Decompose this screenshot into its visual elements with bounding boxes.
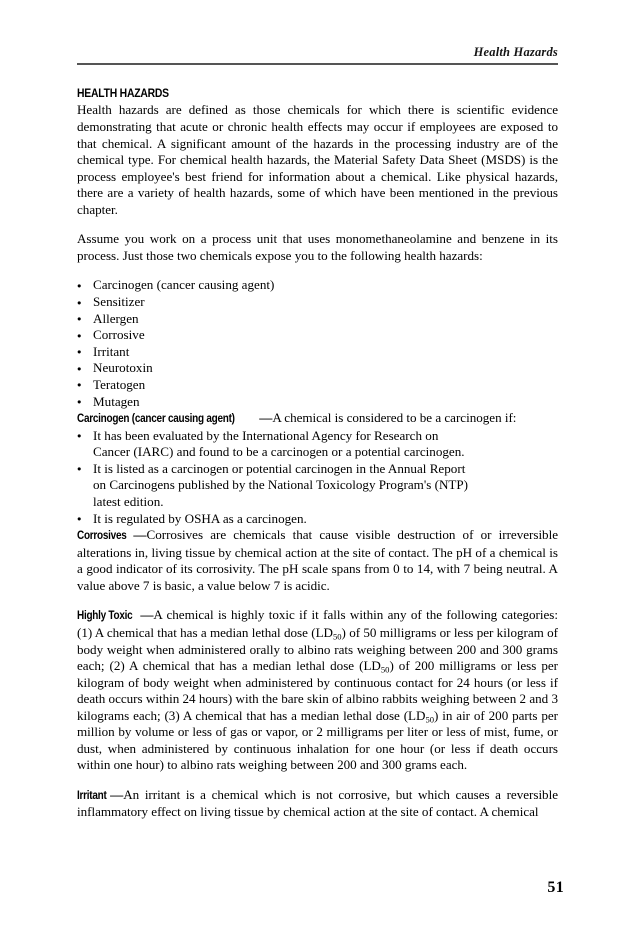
ld50-subscript-2: 50 bbox=[380, 664, 390, 675]
definition-text-highly-toxic-4: ) in air of 200 parts per million by volume or less of gas or vapor, or 2 milligrams per liter or less of mist, fume, or dust, when administered by continuous inhalation for one hour (or less if death occurs within one hour) to albino rats weighing between 200 and 300 grams each. bbox=[77, 707, 558, 773]
em-dash: — bbox=[110, 786, 124, 802]
definition-term-irritant: Irritant bbox=[77, 788, 107, 802]
list-item: ● Irritant bbox=[77, 344, 558, 361]
list-item: ● It is regulated by OSHA as a carcinogen. bbox=[77, 511, 477, 528]
em-dash: — bbox=[133, 527, 147, 543]
definition-highly-toxic bbox=[77, 607, 558, 773]
definition-text-carcinogen: A chemical is considered to be a carcinogen if: bbox=[272, 410, 517, 426]
list-item: ● Teratogen bbox=[77, 377, 558, 394]
list-item: ● Allergen bbox=[77, 311, 558, 328]
definition-irritant bbox=[77, 787, 558, 821]
definition-carcinogen bbox=[77, 410, 558, 428]
definition-text-highly-toxic-2: ) of 50 milligrams or less per kilogram of body weight when administered orally to albino rats weighing between 200 and 300 grams each; (2) A chemical that has a median lethal dose (LD bbox=[77, 625, 558, 674]
list-item: ● Corrosive bbox=[77, 327, 558, 344]
list-item: ● Carcinogen (cancer causing agent) bbox=[77, 277, 558, 294]
definition-term-corrosives: Corrosives bbox=[77, 529, 127, 543]
definition-term-highly-toxic: Highly Toxic bbox=[77, 609, 133, 623]
running-head: Health Hazards bbox=[473, 45, 558, 59]
list-item: ● It has been evaluated by the International Agency for Research on Cancer (IARC) and found to be a carcinogen or a potential carcinogen. bbox=[77, 428, 477, 461]
definition-text-irritant: An irritant is a chemical which is not corrosive, but which causes a reversible inflammatory effect on living tissue by chemical action at the site of contact. A chemical bbox=[77, 786, 558, 820]
definition-text-highly-toxic-1: A chemical is highly toxic if it falls within any of the following categories: (1) A chemical that has a median lethal dose (LD bbox=[77, 607, 558, 640]
list-item: ● Mutagen bbox=[77, 394, 558, 411]
definition-text-corrosives: Corrosives are chemicals that cause visible destruction of or irreversible alterations in, living tissue by chemical action at the site of contact. The pH of a chemical is a good indicator of its corrosivity. The pH scale spans from 0 to 14, with 7 being neutral. A value above 7 is basic, a value below 7 is acidic. bbox=[77, 527, 558, 593]
list-item: ● Neurotoxin bbox=[77, 360, 558, 377]
page-content bbox=[77, 46, 558, 821]
list-item: ● It is listed as a carcinogen or potential carcinogen in the Annual Report on Carcinogens published by the National Toxicology Program's (NTP) latest edition. bbox=[77, 461, 477, 511]
definition-corrosives bbox=[77, 527, 558, 594]
ld50-subscript-1: 50 bbox=[332, 631, 342, 642]
carcinogen-criteria-list bbox=[77, 428, 477, 528]
list-item: ● Sensitizer bbox=[77, 294, 558, 311]
definition-term-carcinogen: Carcinogen (cancer causing agent) bbox=[77, 412, 235, 426]
ld50-subscript-3: 50 bbox=[425, 714, 435, 725]
running-head-rule bbox=[77, 63, 558, 65]
section-heading: HEALTH HAZARDS bbox=[77, 85, 169, 100]
page-number: 51 bbox=[547, 879, 564, 896]
hazard-list bbox=[77, 277, 558, 410]
em-dash: — bbox=[259, 410, 273, 426]
intro-paragraph-2: Assume you work on a process unit that uses monomethaneolamine and benzene in its process. Just those two chemicals expose you to the following health hazards: bbox=[77, 231, 558, 263]
definition-text-highly-toxic-3: ) of 200 milligrams or less per kilogram of body weight when administered by continuous contact for 24 hours (or less if death occurs within 24 hours) with the bare skin of albino rabbits weighing between 2 and 3 kilograms each; (3) A chemical that has a median lethal dose (LD bbox=[77, 658, 558, 723]
intro-paragraph-1: Health hazards are defined as those chemicals for which there is scientific evidence demonstrating that acute or chronic health effects may occur if employees are exposed to that chemical. A significant amount of the hazards in the processing industry are of the chemical type. For chemical health hazards, the Material Safety Data Sheet (MSDS) is the process employee's best friend for information about a chemical. Like physical hazards, there are a variety of health hazards, some of which have been mentioned in the previous chapter. bbox=[77, 102, 558, 217]
em-dash: — bbox=[140, 607, 154, 623]
